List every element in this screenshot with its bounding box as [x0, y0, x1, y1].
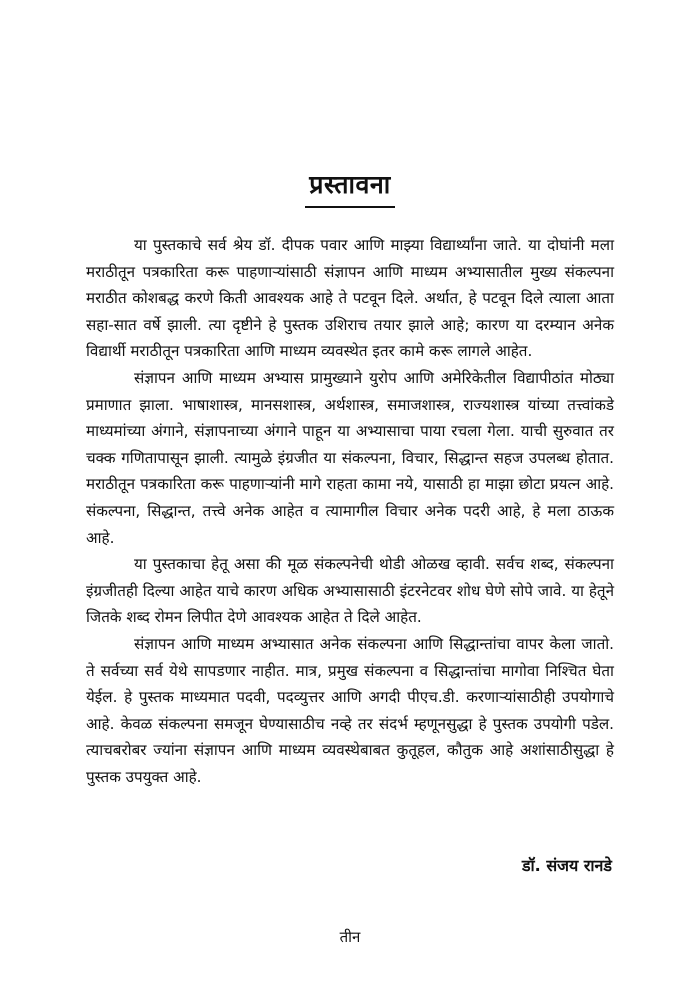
title-container [0, 170, 700, 208]
page-number: तीन [339, 928, 361, 946]
paragraph-3: या पुस्तकाचा हेतू असा की मूळ संकल्पनेची थोडी ओळख व्हावी. सर्वच शब्द, संकल्पना इंग्रजीतही दिल्या आहेत याचे कारण अधिक अभ्यासासाठी इंटरनेटवर शोध घेणे सोपे जावे. या हेतूने जितके शब्द रोमन लिपीत देणे आवश्यक आहेत ते दिले आहेत. [86, 555, 614, 627]
preface-body [86, 232, 614, 790]
paragraph-2: संज्ञापन आणि माध्यम अभ्यास प्रामुख्याने युरोप आणि अमेरिकेतील विद्यापीठांत मोठ्या प्रमाणात झाला. भाषाशास्त्र, मानसशास्त्र, अर्थशास्त्र, समाजशास्त्र, राज्यशास्त्र यांच्या तत्त्वांकडे माध्यमांच्या अंगाने, संज्ञापनाच्या अंगाने पाहून या अभ्यासाचा पाया रचला गेला. याची सुरुवात तर चक्क गणितापासून झाली. त्यामुळे इंग्रजीत या संकल्पना, विचार, सिद्धान्त सहज उपलब्ध होतात. मराठीतून पत्रकारिता करू पाहणाऱ्यांनी मागे राहता कामा नये, यासाठी हा माझा छोटा प्रयत्न आहे. संकल्पना, सिद्धान्त, तत्त्वे अनेक आहेत व त्यामागील विचार अनेक पदरी आहे, हे मला ठाऊक आहे. [86, 368, 614, 547]
page-title: प्रस्तावना [305, 170, 394, 208]
author-signature: डॉ. संजय रानडे [521, 856, 612, 875]
paragraph-1: या पुस्तकाचे सर्व श्रेय डॉ. दीपक पवार आणि माझ्या विद्यार्थ्यांना जाते. या दोघांनी मला मराठीतून पत्रकारिता करू पाहणाऱ्यांसाठी संज्ञापन आणि माध्यम अभ्यासातील मुख्य संकल्पना मराठीत कोशबद्ध करणे किती आवश्यक आहे ते पटवून दिले. अर्थात, हे पटवून दिले त्याला आता सहा-सात वर्षे झाली. त्या दृष्टीने हे पुस्तक उशिराच तयार झाले आहे; कारण या दरम्यान अनेक विद्यार्थी मराठीतून पत्रकारिता आणि माध्यम व्यवस्थेत इतर कामे करू लागले आहेत. [86, 236, 614, 361]
paragraph-4: संज्ञापन आणि माध्यम अभ्यासात अनेक संकल्पना आणि सिद्धान्तांचा वापर केला जातो. ते सर्वच्या सर्व येथे सापडणार नाहीत. मात्र, प्रमुख संकल्पना व सिद्धान्तांचा मागोवा निश्चित घेता येईल. हे पुस्तक माध्यमात पदवी, पदव्युत्तर आणि अगदी पीएच.डी. करणाऱ्यांसाठीही उपयोगाचे आहे. केवळ संकल्पना समजून घेण्यासाठीच नव्हे तर संदर्भ म्हणूनसुद्धा हे पुस्तक उपयोगी पडेल. त्याचबरोबर ज्यांना संज्ञापन आणि माध्यम व्यवस्थेबाबत कुतूहल, कौतुक आहे अशांसाठीसुद्धा हे पुस्तक उपयुक्त आहे. [86, 634, 614, 786]
